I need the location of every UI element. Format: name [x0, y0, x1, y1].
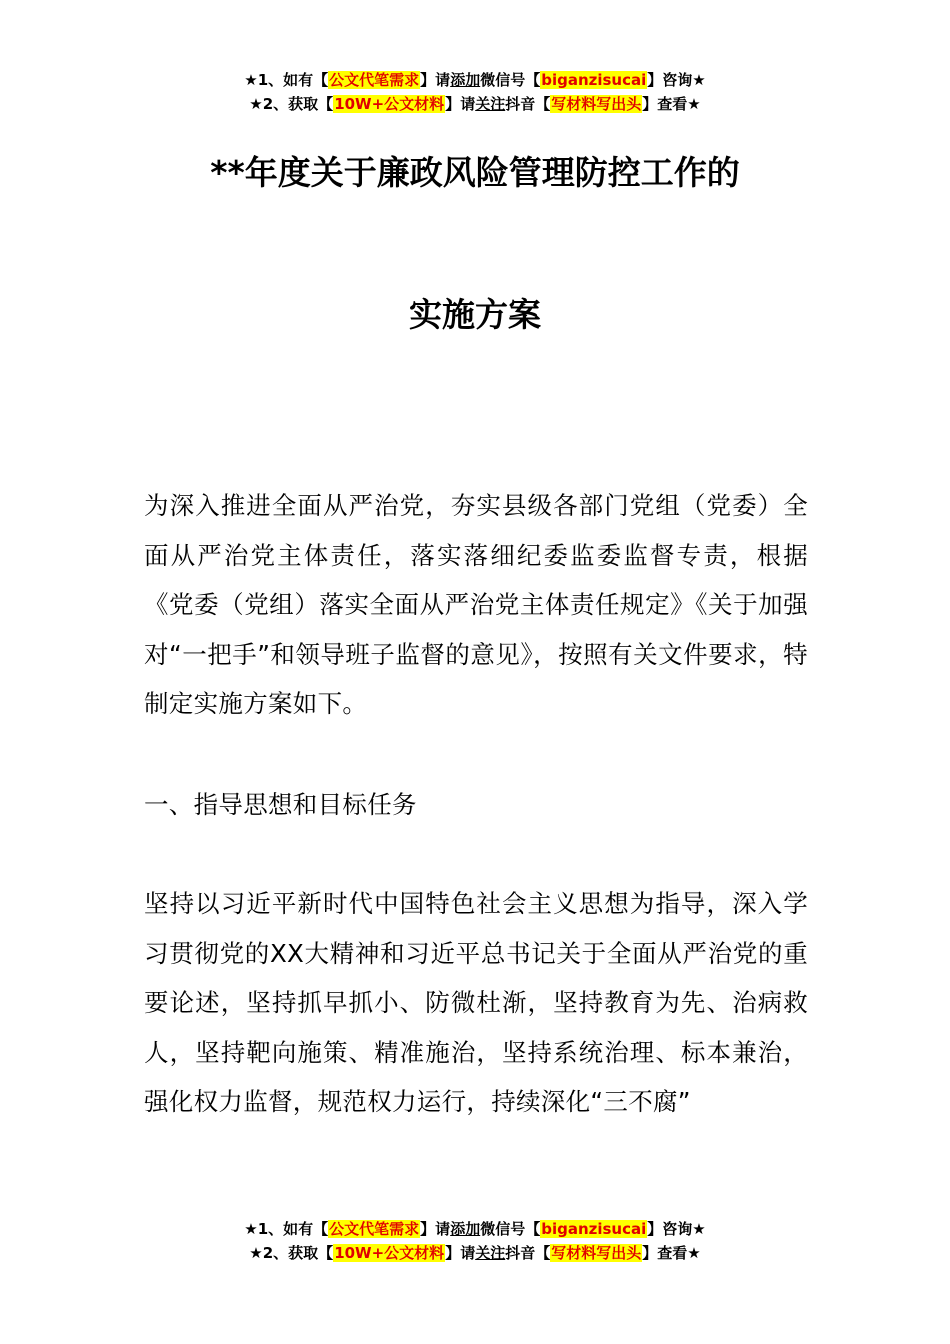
promo-emphasis: 添加 — [450, 71, 481, 89]
promo-text: 微信号【 — [480, 71, 541, 89]
promo-text: ★2、获取【 — [249, 95, 334, 113]
promo-text: 抖音【 — [505, 95, 551, 113]
promo-line-1 — [0, 68, 950, 92]
promo-line-2 — [0, 1241, 950, 1265]
promo-highlight: 公文代笔需求 — [329, 71, 420, 89]
promo-highlight: biganzisucai — [541, 1220, 647, 1238]
document-title-line-2: 实施方案 — [409, 295, 541, 334]
promo-text: 】咨询★ — [647, 1220, 706, 1238]
document-title-line-1: **年度关于廉政风险管理防控工作的 — [210, 153, 740, 192]
promo-highlight: 写材料写出头 — [551, 95, 642, 113]
section-heading: 一、指导思想和目标任务 — [144, 790, 417, 819]
promo-text: ★2、获取【 — [249, 1244, 334, 1262]
promo-text: 】查看★ — [642, 1244, 701, 1262]
promo-highlight: 10W+公文材料 — [334, 1244, 445, 1262]
promo-text: 】咨询★ — [647, 71, 706, 89]
promo-text: 抖音【 — [505, 1244, 551, 1262]
promo-banner-bottom — [0, 1217, 950, 1265]
promo-emphasis: 关注 — [475, 1244, 506, 1262]
promo-text: 】请 — [420, 71, 451, 89]
promo-text: 】请 — [445, 95, 476, 113]
promo-highlight: 10W+公文材料 — [334, 95, 445, 113]
promo-line-1 — [0, 1217, 950, 1241]
promo-emphasis: 关注 — [475, 95, 506, 113]
promo-text: 】请 — [420, 1220, 451, 1238]
intro-paragraph: 为深入推进全面从严治党，夯实县级各部门党组（党委）全面从严治党主体责任，落实落细纪委监委监督专责，根据《党委（党组）落实全面从严治党主体责任规定》《关于加强对“一把手”和领导班子监督的意见》，按照有关文件要求，特制定实施方案如下。 — [144, 491, 808, 718]
promo-highlight: 公文代笔需求 — [329, 1220, 420, 1238]
promo-text: ★1、如有【 — [244, 1220, 329, 1238]
promo-line-2 — [0, 92, 950, 116]
promo-highlight: biganzisucai — [541, 71, 647, 89]
promo-text: 】查看★ — [642, 95, 701, 113]
promo-emphasis: 添加 — [450, 1220, 481, 1238]
promo-text: 微信号【 — [480, 1220, 541, 1238]
section-body-paragraph: 坚持以习近平新时代中国特色社会主义思想为指导，深入学习贯彻党的XX大精神和习近平总书记关于全面从严治党的重要论述，坚持抓早抓小、防微杜渐，坚持教育为先、治病救人，坚持靶向施策、精准施治，坚持系统治理、标本兼治，强化权力监督，规范权力运行，持续深化“三不腐” — [144, 889, 808, 1116]
promo-text: 】请 — [445, 1244, 476, 1262]
promo-banner-top — [0, 68, 950, 116]
promo-highlight: 写材料写出头 — [551, 1244, 642, 1262]
promo-text: ★1、如有【 — [244, 71, 329, 89]
